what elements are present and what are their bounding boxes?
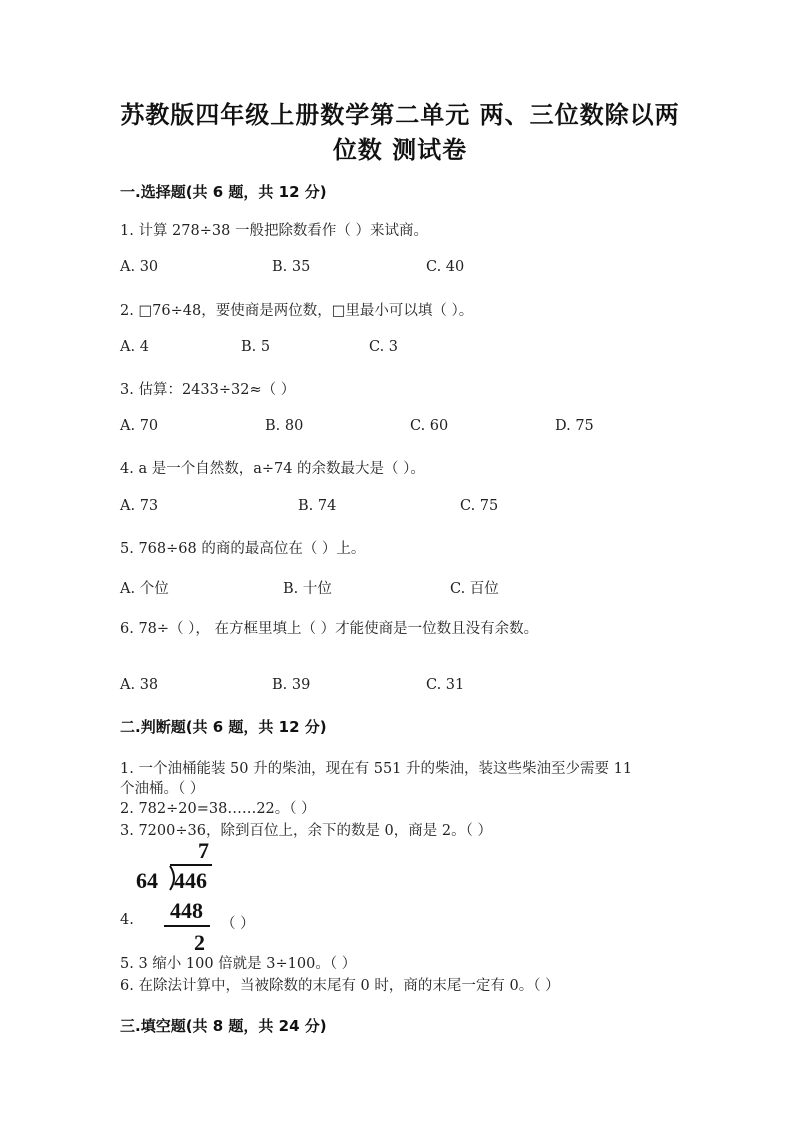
option-c: C. 60 [410, 418, 449, 434]
division-quotient: 7 [198, 838, 209, 863]
option-a: A. 30 [120, 259, 159, 275]
statement-text: 2. 782÷20=38……22。（ ） [120, 801, 316, 817]
title-line-2: 位数 测试卷 [332, 136, 468, 164]
statement-text: 3. 7200÷36，除到百位上，余下的数是 0，商是 2。（ ） [120, 823, 492, 839]
question-text: 2. □76÷48，要使商是两位数，□里最小可以填（ ）。 [120, 303, 474, 319]
option-a: A. 70 [120, 418, 159, 434]
statement-text-continued: 个油桶。（ ） [120, 781, 205, 797]
option-a: A. 38 [120, 677, 159, 693]
option-c: C. 百位 [450, 581, 499, 597]
option-a: A. 4 [120, 339, 149, 355]
answer-blank: （ ） [221, 916, 255, 932]
option-a: A. 73 [120, 498, 159, 514]
option-b: B. 5 [241, 339, 271, 355]
statement-text: 6. 在除法计算中，当被除数的末尾有 0 时，商的末尾一定有 0。（ ） [120, 978, 560, 994]
option-d: D. 75 [555, 418, 594, 434]
long-division-figure [134, 838, 224, 956]
option-c: C. 40 [426, 259, 465, 275]
question-text: 1. 计算 278÷38 一般把除数看作（ ）来试商。 [120, 223, 429, 239]
question-text: 3. 估算：2433÷32≈（ ） [120, 382, 296, 398]
division-divisor: 64 [136, 868, 158, 893]
option-c: C. 3 [369, 339, 399, 355]
option-c: C. 75 [460, 498, 499, 514]
option-b: B. 80 [265, 418, 304, 434]
option-b: B. 十位 [283, 581, 332, 597]
division-product: 448 [170, 898, 203, 923]
statement-text: 1. 一个油桶能装 50 升的柴油，现在有 551 升的柴油，装这些柴油至少需要 11 [120, 761, 633, 777]
statement-number: 4. [120, 912, 134, 928]
statement-text: 5. 3 缩小 100 倍就是 3÷100。（ ） [120, 956, 357, 972]
question-text: 5. 768÷68 的商的最高位在（ ）上。 [120, 541, 366, 557]
division-dividend: 446 [174, 868, 207, 893]
division-remainder: 2 [194, 930, 205, 955]
option-b: B. 74 [298, 498, 337, 514]
section-heading-choice: 一.选择题(共 6 题，共 12 分) [120, 183, 327, 201]
option-b: B. 35 [272, 259, 311, 275]
option-c: C. 31 [426, 677, 465, 693]
section-heading-fill-blank: 三.填空题(共 8 题，共 24 分) [120, 1017, 327, 1035]
title-line-1: 苏教版四年级上册数学第二单元 两、三位数除以两 [120, 101, 680, 129]
section-heading-true-false: 二.判断题(共 6 题，共 12 分) [120, 718, 327, 736]
question-text: 6. 78÷（ ）， 在方框里填上（ ）才能使商是一位数且没有余数。 [120, 621, 539, 637]
option-b: B. 39 [272, 677, 311, 693]
option-a: A. 个位 [120, 581, 169, 597]
question-text: 4. a 是一个自然数，a÷74 的余数最大是（ ）。 [120, 461, 425, 477]
